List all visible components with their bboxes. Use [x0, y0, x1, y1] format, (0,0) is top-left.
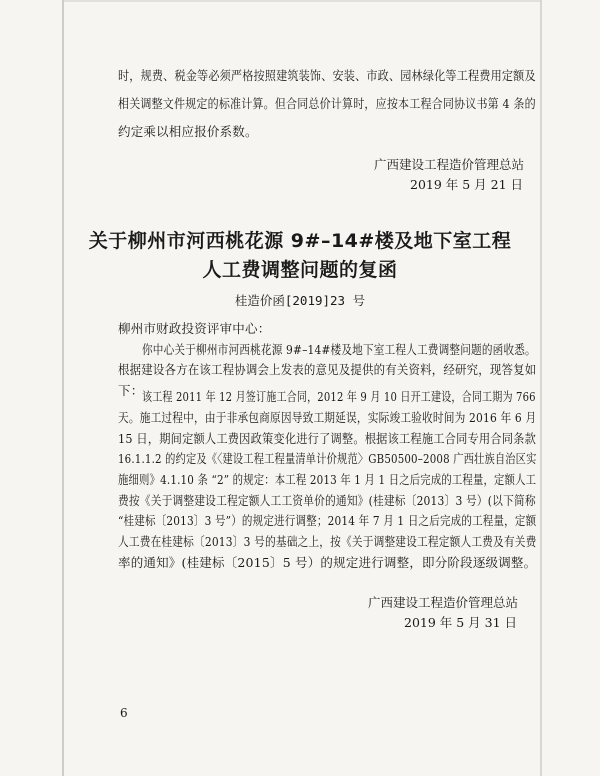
body-line: 天。施工过程中，由于非承包商原因导致工期延误，实际竣工验收时间为 2016 年 6 月 [118, 410, 537, 425]
body-line: 人工费在桂建标〔2013〕3 号的基础之上，按《关于调整建设工程定额人工费及有关费 [118, 534, 537, 549]
document-title-line-1: 关于柳州市河西桃花源 9#–14#楼及地下室工程 [88, 230, 512, 252]
document-title-line-2: 人工费调整问题的复函 [202, 259, 398, 281]
body-line: “桂建标〔2013〕3 号”）的规定进行调整；2014 年 7 月 1 日之后完成的工程量，定额 [118, 513, 537, 528]
body-line: 该工程 2011 年 12 月签订施工合同，2012 年 9 月 10 日开工建设，合同工期为 766 [142, 389, 536, 404]
page-edge-top [62, 0, 542, 2]
body-line: 15 日，期间定额人工费因政策变化进行了调整。根据该工程施工合同专用合同条款 [118, 431, 537, 446]
body-line: 16.1.1.2 的约定及《〈建设工程工程量清单计价规范〉GB50500–2008 广西壮族自治区实 [118, 451, 537, 466]
top-paragraph-line: 约定乘以相应报价系数。 [118, 124, 258, 139]
body-line: 根据建设各方在该工程协调会上发表的意见及提供的有关资料，经研究，现答复如 [118, 362, 537, 377]
signature-date: 2019 年 5 月 31 日 [404, 615, 518, 630]
body-line: 你中心关于柳州市河西桃花源 9#–14#楼及地下室工程人工费调整问题的函收悉。 [142, 342, 536, 357]
body-line: 率的通知》(桂建标〔2015〕5 号）的规定进行调整，即分阶段逐级调整。 [118, 555, 537, 570]
body-line: 下： [118, 383, 144, 398]
page-edge-left [62, 0, 64, 776]
signature-org: 广西建设工程造价管理总站 [374, 157, 525, 172]
body-line: 施细则》4.1.10 条 “2” 的规定：本工程 2013 年 1 月 1 日之后完成的工程量，定额人工 [118, 472, 537, 487]
signature-date: 2019 年 5 月 21 日 [410, 177, 524, 192]
top-paragraph-line: 时，规费、税金等必须严格按照建筑装饰、安装、市政、园林绿化等工程费用定额及 [118, 68, 536, 83]
addressee: 柳州市财政投资评审中心： [118, 321, 271, 336]
top-paragraph-line: 相关调整文件规定的标准计算。但合同总价计算时，应按本工程合同协议书第 4 条的 [118, 96, 536, 111]
signature-org: 广西建设工程造价管理总站 [368, 595, 519, 610]
page-number: 6 [120, 706, 128, 720]
body-line: 费按《关于调整建设工程定额人工工资单价的通知》(桂建标〔2013〕3 号）(以下简称 [118, 493, 536, 508]
document-number: 桂造价函[2019]23 号 [234, 293, 366, 308]
page-edge-right [540, 0, 542, 776]
